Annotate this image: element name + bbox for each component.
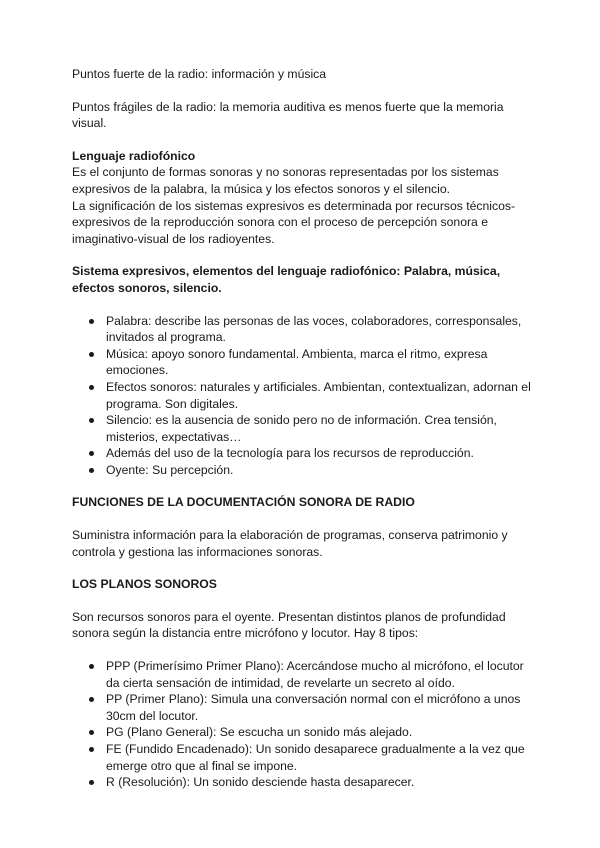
lenguaje-paragraph-2: La significación de los sistemas expresivos es determinada por recursos técnicos-expresivos de la reproducción sonora con el proceso de percepción sonora e imaginativo-visual de los radioyentes.: [72, 198, 516, 246]
list-item: Oyente: Su percepción.: [106, 462, 534, 479]
funciones-heading: FUNCIONES DE LA DOCUMENTACIÓN SONORA DE RADIO: [72, 495, 415, 510]
sistemas-list: [72, 313, 534, 479]
funciones-paragraph: Suministra información para la elaboración de programas, conserva patrimonio y controla y gestiona las informaciones sonoras.: [72, 528, 508, 559]
weaknesses-text: Puntos frágiles de la radio: la memoria auditiva es menos fuerte que la memoria visual.: [72, 99, 504, 131]
sistemas-heading: Sistema expresivos, elementos del lenguaje radiofónico: Palabra, música, efectos sonoros, silencio.: [72, 264, 501, 295]
planos-heading: LOS PLANOS SONOROS: [72, 577, 217, 592]
list-item: PP (Primer Plano): Simula una conversación normal con el micrófono a unos 30cm del locutor.: [106, 691, 534, 724]
document-page: [72, 66, 534, 791]
lenguaje-heading: Lenguaje radiofónico: [72, 148, 196, 163]
list-item: Efectos sonoros: naturales y artificiales. Ambientan, contextualizan, adornan el programa. Son digitales.: [106, 379, 534, 412]
list-item: R (Resolución): Un sonido desciende hasta desaparecer.: [106, 774, 534, 791]
list-item: Silencio: es la ausencia de sonido pero no de información. Crea tensión, misterios, expectativas…: [106, 412, 534, 445]
list-item: Música: apoyo sonoro fundamental. Ambienta, marca el ritmo, expresa emociones.: [106, 346, 534, 379]
list-item: Además del uso de la tecnología para los recursos de reproducción.: [106, 445, 534, 462]
planos-paragraph: Son recursos sonoros para el oyente. Presentan distintos planos de profundidad sonora según la distancia entre micrófono y locutor. Hay 8 tipos:: [72, 609, 506, 641]
list-item: Palabra: describe las personas de las voces, colaboradores, corresponsales, invitados al programa.: [106, 313, 534, 346]
strengths-text: Puntos fuerte de la radio: información y música: [72, 67, 327, 81]
planos-list: [72, 658, 534, 791]
list-item: PPP (Primerísimo Primer Plano): Acercándose mucho al micrófono, el locutor da cierta sensación de intimidad, de revelarte un secreto al oído.: [106, 658, 534, 691]
list-item: PG (Plano General): Se escucha un sonido más alejado.: [106, 724, 534, 741]
lenguaje-paragraph-1: Es el conjunto de formas sonoras y no sonoras representadas por los sistemas expresivos de la palabra, la música y los efectos sonoros y el silencio.: [72, 165, 499, 196]
list-item: FE (Fundido Encadenado): Un sonido desaparece gradualmente a la vez que emerge otro que al final se impone.: [106, 741, 534, 774]
